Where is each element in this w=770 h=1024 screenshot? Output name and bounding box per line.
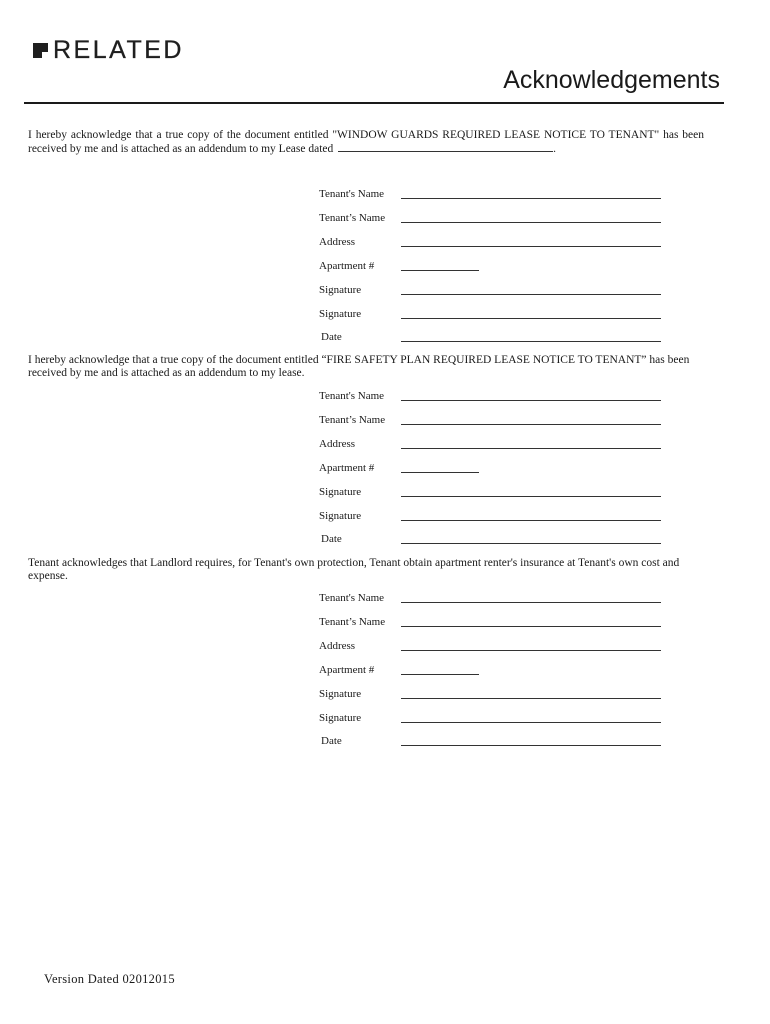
s3-signature-1-line[interactable] — [401, 698, 661, 699]
s2-tenant-name-2-field[interactable] — [319, 414, 663, 428]
s2-address-field[interactable] — [319, 438, 663, 452]
s3-address-field[interactable] — [319, 640, 663, 654]
field-label: Address — [319, 438, 356, 450]
field-label: Date — [321, 331, 342, 343]
s2-tenant-name-1-field[interactable] — [319, 390, 663, 404]
field-label: Tenant's Name — [319, 390, 385, 402]
s3-signature-1-field[interactable] — [319, 688, 663, 702]
field-label: Signature — [319, 308, 362, 320]
field-label: Tenant's Name — [319, 188, 385, 200]
field-label: Signature — [319, 510, 362, 522]
s2-address-line[interactable] — [401, 448, 661, 449]
s3-signature-2-field[interactable] — [319, 712, 663, 726]
s1-tenant-name-1-line[interactable] — [401, 198, 661, 199]
s3-address-line[interactable] — [401, 650, 661, 651]
s3-tenant-name-1-line[interactable] — [401, 602, 661, 603]
s3-tenant-name-1-field[interactable] — [319, 592, 663, 606]
s2-date-line[interactable] — [401, 543, 661, 544]
field-label: Tenant’s Name — [319, 414, 386, 426]
field-label: Apartment # — [319, 462, 375, 474]
window-guards-text: I hereby acknowledge that a true copy of the document entitled "WINDOW GUARDS REQUIRED LEASE NOTICE TO TENANT" has been received by me and is attached as an addendum to my Lease dated — [28, 129, 704, 155]
s2-signature-2-field[interactable] — [319, 510, 663, 524]
s1-tenant-name-1-field[interactable] — [319, 188, 663, 202]
s1-signature-1-line[interactable] — [401, 294, 661, 295]
s3-date-line[interactable] — [401, 745, 661, 746]
s3-date-field[interactable] — [319, 735, 663, 749]
brand-logo — [33, 38, 184, 63]
s1-tenant-name-2-field[interactable] — [319, 212, 663, 226]
s2-date-field[interactable] — [319, 533, 663, 547]
s2-apartment-line[interactable] — [401, 472, 479, 473]
s1-signature-1-field[interactable] — [319, 284, 663, 298]
s3-apartment-line[interactable] — [401, 674, 479, 675]
s1-date-line[interactable] — [401, 341, 661, 342]
s1-signature-2-line[interactable] — [401, 318, 661, 319]
field-label: Apartment # — [319, 664, 375, 676]
s1-tenant-name-2-line[interactable] — [401, 222, 661, 223]
field-label: Tenant's Name — [319, 592, 385, 604]
window-guards-acknowledgement: I hereby acknowledge that a true copy of the document entitled "WINDOW GUARDS REQUIRED LEASE NOTICE TO TENANT" has been received by me and is attached as an addendum to my Lease dated . — [28, 129, 704, 155]
field-label: Signature — [319, 688, 362, 700]
field-label: Address — [319, 236, 356, 248]
s1-address-field[interactable] — [319, 236, 663, 250]
lease-date-blank[interactable] — [338, 142, 553, 152]
related-logo-icon — [33, 43, 48, 58]
title-divider — [24, 102, 724, 104]
s2-tenant-name-1-line[interactable] — [401, 400, 661, 401]
s2-signature-1-line[interactable] — [401, 496, 661, 497]
field-label: Tenant’s Name — [319, 616, 386, 628]
s3-signature-2-line[interactable] — [401, 722, 661, 723]
s1-signature-2-field[interactable] — [319, 308, 663, 322]
field-label: Signature — [319, 486, 362, 498]
field-label: Date — [321, 735, 342, 747]
brand-name: RELATED — [53, 36, 184, 64]
s2-signature-2-line[interactable] — [401, 520, 661, 521]
field-label: Apartment # — [319, 260, 375, 272]
s3-tenant-name-2-line[interactable] — [401, 626, 661, 627]
s2-signature-1-field[interactable] — [319, 486, 663, 500]
s2-apartment-field[interactable] — [319, 462, 663, 476]
s1-date-field[interactable] — [319, 331, 663, 345]
s1-apartment-line[interactable] — [401, 270, 479, 271]
page-title: Acknowledgements — [503, 66, 720, 94]
s1-apartment-field[interactable] — [319, 260, 663, 274]
field-label: Tenant’s Name — [319, 212, 386, 224]
field-label: Date — [321, 533, 342, 545]
s2-tenant-name-2-line[interactable] — [401, 424, 661, 425]
fire-safety-acknowledgement: I hereby acknowledge that a true copy of the document entitled “FIRE SAFETY PLAN REQUIRED LEASE NOTICE TO TENANT” has been received by me and is attached as an addendum to my lease. — [28, 354, 690, 379]
version-footer: Version Dated 02012015 — [44, 972, 175, 986]
s3-apartment-field[interactable] — [319, 664, 663, 678]
field-label: Address — [319, 640, 356, 652]
field-label: Signature — [319, 712, 362, 724]
s1-address-line[interactable] — [401, 246, 661, 247]
field-label: Signature — [319, 284, 362, 296]
s3-tenant-name-2-field[interactable] — [319, 616, 663, 630]
renters-insurance-acknowledgement: Tenant acknowledges that Landlord requires, for Tenant's own protection, Tenant obtain apartment renter's insurance at Tenant's own cost and expense. — [28, 557, 680, 582]
